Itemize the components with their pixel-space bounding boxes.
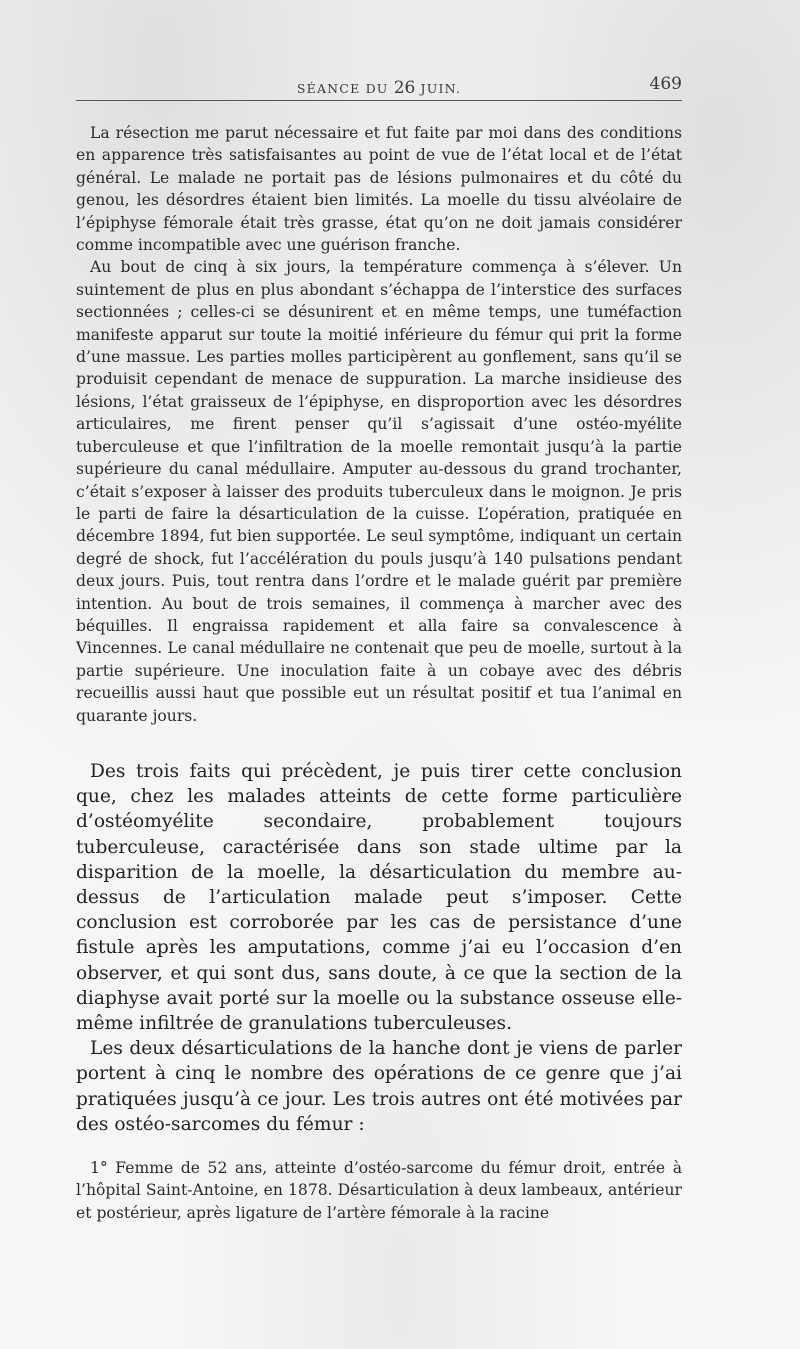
section-gap xyxy=(76,727,682,759)
paragraph-postoperative-course: Au bout de cinq à six jours, la température commença à s’élever. Un suintement de plus en plus abondant s’échappa de l’interstice des surfaces sectionnées ; celles-ci se désunirent et en même temps, une tuméfaction manifeste apparut sur toute la moitié inférieure du fémur qui prit la forme d’une massue. Les parties molles participèrent au gonflement, sans qu’il se produisit cependant de menace de suppuration. La marche insidieuse des lésions, l’état graisseux de l’épiphyse, en disproportion avec les désordres articulaires, me firent penser qu’il s’agissait d’une ostéo-myélite tuberculeuse et que l’infiltration de la moelle remontait jusqu’à la partie supérieure du canal médullaire. Amputer au-dessous du grand trochanter, c’était s’exposer à laisser des produits tuberculeux dans le moignon. Je pris le parti de faire la désarticulation de la cuisse. L’opération, pratiquée en décembre 1894, fut bien supportée. Le seul symptôme, indiquant un certain degré de shock, fut l’accélération du pouls jusqu’à 140 pulsations pendant deux jours. Puis, tout rentra dans l’ordre et le malade guérit par première intention. Au bout de trois semaines, il commença à marcher avec des béquilles. Il engraissa rapidement et alla faire sa convalescence à Vincennes. Le canal médullaire ne contenait que peu de moelle, surtout à la partie supérieure. Une inoculation faite à un cobaye avec des débris recueillis aussi haut que possible eut un résultat positif et tua l’animal en quarante jours. xyxy=(76,258,682,725)
list-gap xyxy=(76,1137,682,1157)
body-text xyxy=(76,122,682,1224)
paragraph-hip-disarticulations: Les deux désarticulations de la hanche dont je viens de parler portent à cinq le nombre des opérations de ce genre que j’ai pratiquées jusqu’à ce jour. Les trois autres ont été motivées par des ostéo-sarcomes du fémur : xyxy=(76,1038,682,1135)
running-title-prefix: SÉANCE DU xyxy=(296,81,394,96)
header-rule xyxy=(76,100,682,101)
page-number: 469 xyxy=(649,74,682,94)
page-header xyxy=(76,72,682,100)
running-title xyxy=(76,78,682,98)
running-title-suffix: JUIN. xyxy=(415,81,462,96)
paragraph-resection: La résection me parut nécessaire et fut faite par moi dans des conditions en apparence très satisfaisantes au point de vue de l’état local et de l’état général. Le malade ne portait pas de lésions pulmonaires et du côté du genou, les désordres étaient bien limités. La moelle du tissu alvéolaire de l’épiphyse fémorale était très grasse, état qu’on ne doit jamais considérer comme incompatible avec une guérison franche. xyxy=(76,124,682,255)
running-title-day: 26 xyxy=(393,78,416,98)
paragraph-conclusion: Des trois faits qui précèdent, je puis tirer cette conclusion que, chez les malades atteints de cette forme particulière d’ostéomyélite secondaire, probablement toujours tuberculeuse, caractérisée dans son stade ultime par la disparition de la moelle, la désarticulation du membre au-dessus de l’articulation malade peut s’imposer. Cette conclusion est corroborée par les cas de persistance d’une fistule après les amputations, comme j’ai eu l’occasion d’en observer, et qui sont dus, sans doute, à ce que la section de la diaphyse avait porté sur la moelle ou la substance osseuse elle-même infiltrée de granulations tuberculeuses. xyxy=(76,760,682,1034)
list-item-case-1: 1° Femme de 52 ans, atteinte d’ostéo-sarcome du fémur droit, entrée à l’hôpital Saint-Antoine, en 1878. Désarticulation à deux lambeaux, antérieur et postérieur, après ligature de l’artère fémorale à la racine xyxy=(76,1159,682,1222)
